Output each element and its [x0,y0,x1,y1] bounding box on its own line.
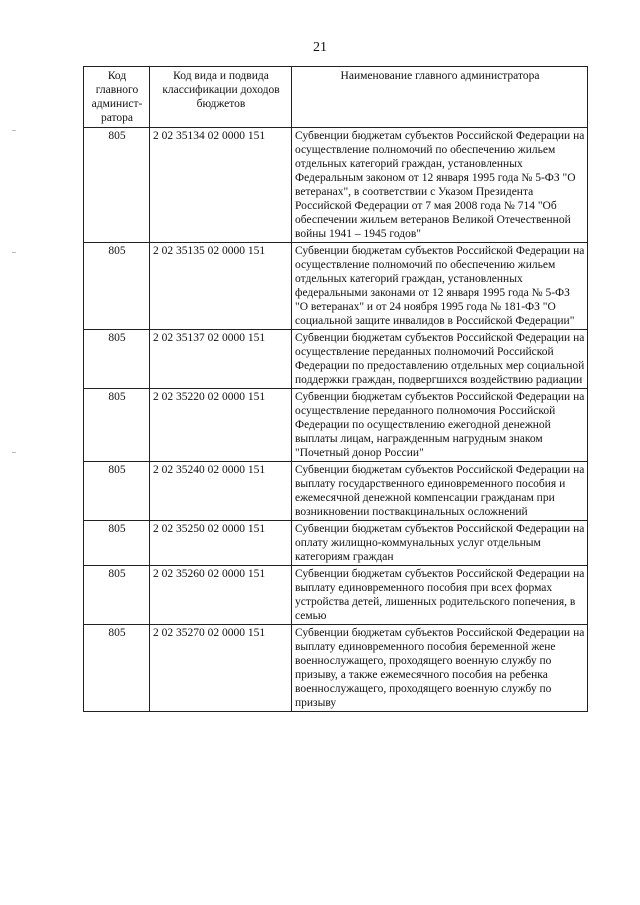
income-code-cell: 2 02 35135 02 0000 151 [150,243,292,330]
table-row [84,330,588,389]
income-code-cell: 2 02 35270 02 0000 151 [150,625,292,712]
admin-code-cell: 805 [84,330,150,389]
margin-mark [12,130,16,131]
admin-name-cell: Субвенции бюджетам субъектов Российской Федерации на осуществление переданного полномочия Российской Федерации по осуществлению ежегодной денежной выплаты лицам, награжденным нагрудным знаком "Почетный донор России" [292,389,588,462]
admin-name-cell: Субвенции бюджетам субъектов Российской Федерации на осуществление полномочий по обеспечению жильем отдельных категорий граждан, установленных Федеральным законом от 12 января 1995 года № 5-ФЗ "О ветеранах", в соответствии с Указом Президента Российской Федерации от 7 мая 2008 года № 714 "Об обеспечении жильем ветеранов Великой Отечественной войны 1941 – 1945 годов" [292,128,588,243]
header-admin-code: Код главного админист-ратора [84,67,150,128]
table-row [84,521,588,566]
income-code-cell: 2 02 35220 02 0000 151 [150,389,292,462]
table-row [84,462,588,521]
table-row [84,566,588,625]
margin-mark [12,452,16,453]
admin-code-cell: 805 [84,521,150,566]
income-code-cell: 2 02 35260 02 0000 151 [150,566,292,625]
admin-name-cell: Субвенции бюджетам субъектов Российской Федерации на выплату государственного единовременного пособия и ежемесячной денежной компенсации гражданам при возникновении поствакцинальных осложнений [292,462,588,521]
admin-code-cell: 805 [84,566,150,625]
header-admin-name: Наименование главного администратора [292,67,588,128]
income-code-cell: 2 02 35134 02 0000 151 [150,128,292,243]
income-code-cell: 2 02 35137 02 0000 151 [150,330,292,389]
admin-code-cell: 805 [84,462,150,521]
header-income-code: Код вида и подвида классификации доходов бюджетов [150,67,292,128]
income-code-cell: 2 02 35240 02 0000 151 [150,462,292,521]
table-row [84,243,588,330]
table-row [84,389,588,462]
table-row [84,128,588,243]
page-number: 21 [313,40,327,55]
income-codes-table [83,66,588,712]
admin-code-cell: 805 [84,389,150,462]
admin-name-cell: Субвенции бюджетам субъектов Российской Федерации на оплату жилищно-коммунальных услуг отдельным категориям граждан [292,521,588,566]
admin-code-cell: 805 [84,128,150,243]
table-row [84,625,588,712]
admin-code-cell: 805 [84,625,150,712]
income-code-cell: 2 02 35250 02 0000 151 [150,521,292,566]
admin-name-cell: Субвенции бюджетам субъектов Российской Федерации на выплату единовременного пособия при всех формах устройства детей, лишенных родительского попечения, в семью [292,566,588,625]
table-header-row [84,67,588,128]
margin-mark [12,252,16,253]
admin-name-cell: Субвенции бюджетам субъектов Российской Федерации на осуществление переданных полномочий Российской Федерации по предоставлению отдельных мер социальной поддержки граждан, подвергшихся воздействию радиации [292,330,588,389]
admin-code-cell: 805 [84,243,150,330]
admin-name-cell: Субвенции бюджетам субъектов Российской Федерации на выплату единовременного пособия беременной жене военнослужащего, проходящего военную службу по призыву, а также ежемесячного пособия на ребенка военнослужащего, проходящего военную службу по призыву [292,625,588,712]
admin-name-cell: Субвенции бюджетам субъектов Российской Федерации на осуществление полномочий по обеспечению жильем отдельных категорий граждан, установленных федеральными законами от 12 января 1995 года № 5-ФЗ "О ветеранах" и от 24 ноября 1995 года № 181-ФЗ "О социальной защите инвалидов в Российской Федерации" [292,243,588,330]
